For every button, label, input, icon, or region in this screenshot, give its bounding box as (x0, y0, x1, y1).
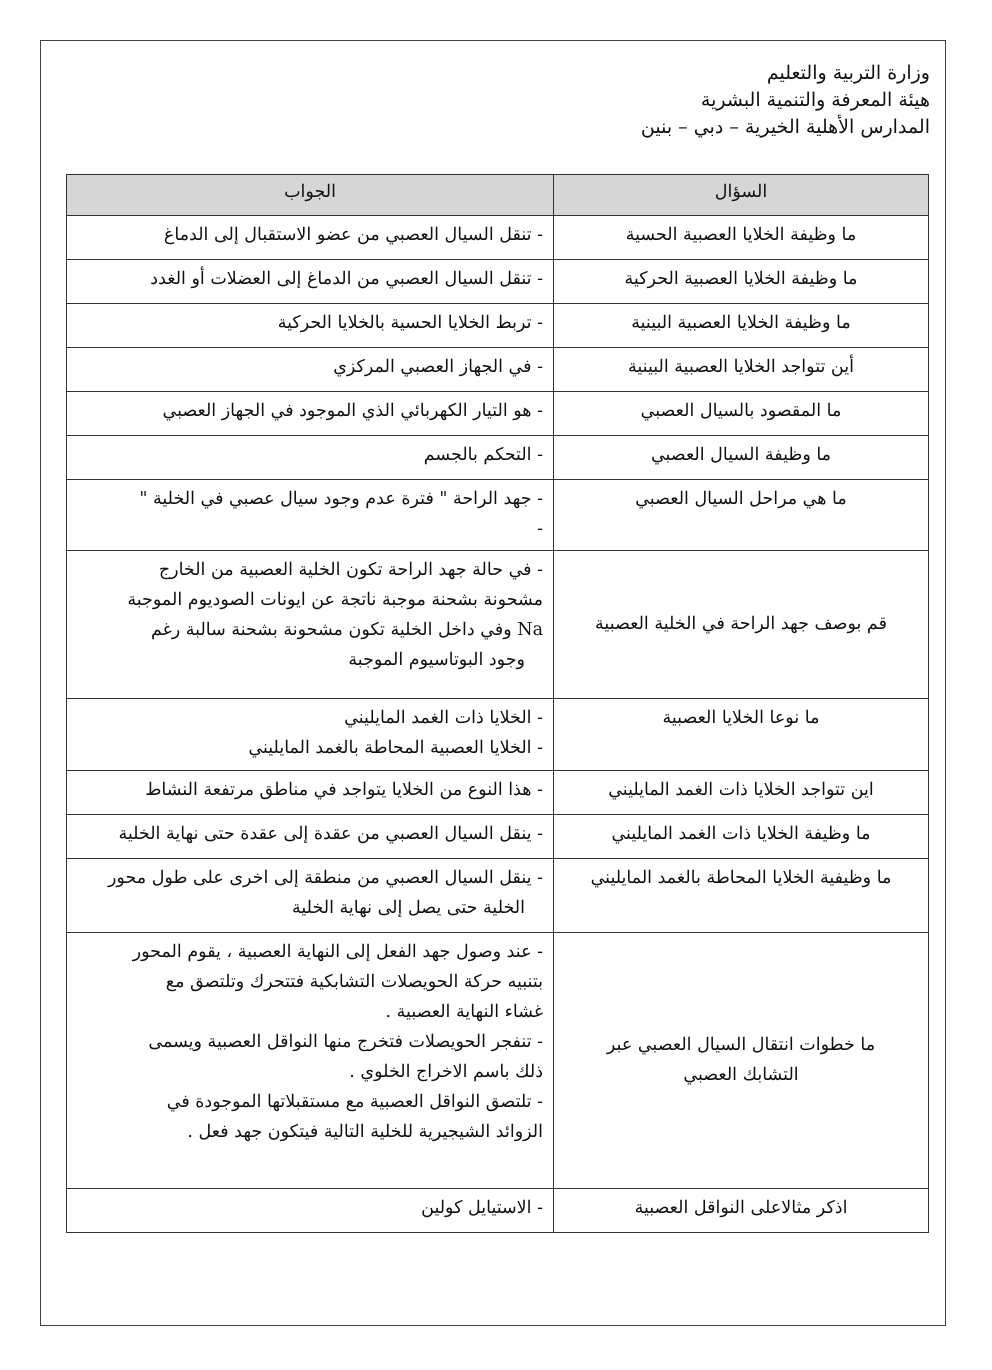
document-header (641, 60, 930, 141)
question-text: التشابك العصبي (683, 1064, 799, 1085)
question-text: قم بوصف جهد الراحة في الخلية العصبية (595, 613, 887, 634)
school-name: المدارس الأهلية الخيرية – دبي – بنين (640, 116, 930, 138)
answer-text: - جهد الراحة " فترة عدم وجود سيال عصبي في الخلية " (139, 489, 543, 509)
question-cell (554, 216, 929, 260)
answer-text: - تنقل السيال العصبي من الدماغ إلى العضلات أو الغدد (150, 269, 543, 289)
ministry-name: وزارة التربية والتعليم (766, 62, 930, 84)
table-row (67, 392, 929, 436)
question-cell (554, 815, 929, 859)
answer-cell (67, 392, 554, 436)
table-row (67, 551, 929, 699)
question-text: ما وظيفة الخلايا ذات الغمد المايليني (611, 824, 871, 844)
table-row (67, 348, 929, 392)
answer-cell (67, 436, 554, 480)
question-text: ما وظيفة السيال العصبي (650, 445, 832, 465)
answer-cell (67, 480, 554, 551)
answer-text: - تلتصق النواقل العصبية مع مستقبلاتها الموجودة في (166, 1092, 543, 1112)
answer-cell (67, 771, 554, 815)
answer-cell (67, 699, 554, 771)
question-text: ما خطوات انتقال السيال العصبي عبر (606, 1034, 876, 1055)
question-cell (554, 859, 929, 933)
answer-text: Na وفي داخل الخلية تكون مشحونة بشحنة سالبة رغم (150, 620, 543, 640)
question-cell (554, 304, 929, 348)
question-cell (554, 392, 929, 436)
question-text: ما وظيفية الخلايا المحاطة بالغمد المايليني (590, 868, 892, 888)
answer-cell (67, 815, 554, 859)
answer-text: بتنبيه حركة الحويصلات التشابكية فتتحرك وتلتصق مع (165, 972, 543, 992)
table-row (67, 1189, 929, 1233)
answer-text: - (537, 519, 543, 539)
table-row (67, 699, 929, 771)
answer-text: وجود البوتاسيوم الموجبة (348, 650, 525, 670)
table-row (67, 480, 929, 551)
question-cell (554, 348, 929, 392)
question-cell (554, 771, 929, 815)
answer-text: - في حالة جهد الراحة تكون الخلية العصبية من الخارج (158, 560, 543, 580)
answer-text: - في الجهاز العصبي المركزي (333, 357, 543, 377)
question-text: ما نوعا الخلايا العصبية (662, 708, 820, 728)
answer-text: ذلك باسم الاخراج الخلوي . (349, 1062, 543, 1082)
answer-text: غشاء النهاية العصبية . (385, 1002, 543, 1022)
question-cell (554, 1189, 929, 1233)
table-row (67, 436, 929, 480)
answer-text: - ينقل السيال العصبي من منطقة إلى اخرى على طول محور (107, 868, 543, 888)
question-cell (554, 480, 929, 551)
question-cell (554, 436, 929, 480)
question-text: ما هي مراحل السيال العصبي (635, 489, 847, 509)
answer-cell (67, 304, 554, 348)
question-text: ما وظيفة الخلايا العصبية الحركية (624, 269, 858, 289)
answer-text: - تنفجر الحويصلات فتخرج منها النواقل العصبية ويسمى (148, 1032, 543, 1052)
answer-text: الزوائد الشيجيرية للخلية التالية فيتكون جهد فعل . (187, 1122, 543, 1142)
table-header-row (67, 175, 929, 216)
answer-text: - ينقل السيال العصبي من عقدة إلى عقدة حتى نهاية الخلية (118, 824, 543, 844)
answer-cell (67, 260, 554, 304)
answer-text: - التحكم بالجسم (423, 445, 543, 465)
answer-cell (67, 933, 554, 1189)
question-text: اين تتواجد الخلايا ذات الغمد المايليني (608, 780, 874, 800)
authority-name: هيئة المعرفة والتنمية البشرية (700, 89, 930, 111)
question-text: ما وظيفة الخلايا العصبية البينية (631, 313, 851, 333)
table-row (67, 933, 929, 1189)
question-cell (554, 699, 929, 771)
answer-cell (67, 859, 554, 933)
question-text: ما المقصود بالسيال العصبي (640, 401, 842, 421)
table-row (67, 260, 929, 304)
table-row (67, 771, 929, 815)
answer-text: - الخلايا ذات الغمد المايليني (344, 708, 543, 728)
question-column-header: السؤال (554, 175, 929, 216)
question-cell (554, 260, 929, 304)
answer-text: - عند وصول جهد الفعل إلى النهاية العصبية ، يقوم المحور (132, 942, 543, 962)
table-row (67, 859, 929, 933)
qa-table (66, 174, 929, 1233)
question-text: اذكر مثالاعلى النواقل العصبية (634, 1198, 848, 1218)
qa-table-body (67, 216, 929, 1233)
answer-text: - تربط الخلايا الحسية بالخلايا الحركية (277, 313, 543, 333)
table-row (67, 815, 929, 859)
answer-text: - الاستيايل كولين (421, 1198, 543, 1218)
answer-text: الخلية حتى يصل إلى نهاية الخلية (292, 898, 525, 918)
answer-cell (67, 551, 554, 699)
answer-text: - تنقل السيال العصبي من عضو الاستقبال إلى الدماغ (163, 225, 543, 245)
answer-cell (67, 348, 554, 392)
question-cell (554, 551, 929, 699)
question-text: ما وظيفة الخلايا العصبية الحسية (625, 225, 857, 245)
answer-text: - هو التيار الكهربائي الذي الموجود في الجهاز العصبي (162, 401, 543, 421)
answer-column-header: الجواب (67, 175, 554, 216)
question-text: أين تتواجد الخلايا العصبية البينية (628, 357, 854, 377)
answer-text: - الخلايا العصبية المحاطة بالغمد المايليني (248, 738, 543, 758)
answer-cell (67, 216, 554, 260)
table-row (67, 216, 929, 260)
answer-text: مشحونة بشحنة موجبة ناتجة عن ايونات الصوديوم الموجبة (127, 590, 543, 610)
answer-cell (67, 1189, 554, 1233)
table-row (67, 304, 929, 348)
answer-text: - هذا النوع من الخلايا يتواجد في مناطق مرتفعة النشاط (145, 780, 543, 800)
question-cell (554, 933, 929, 1189)
